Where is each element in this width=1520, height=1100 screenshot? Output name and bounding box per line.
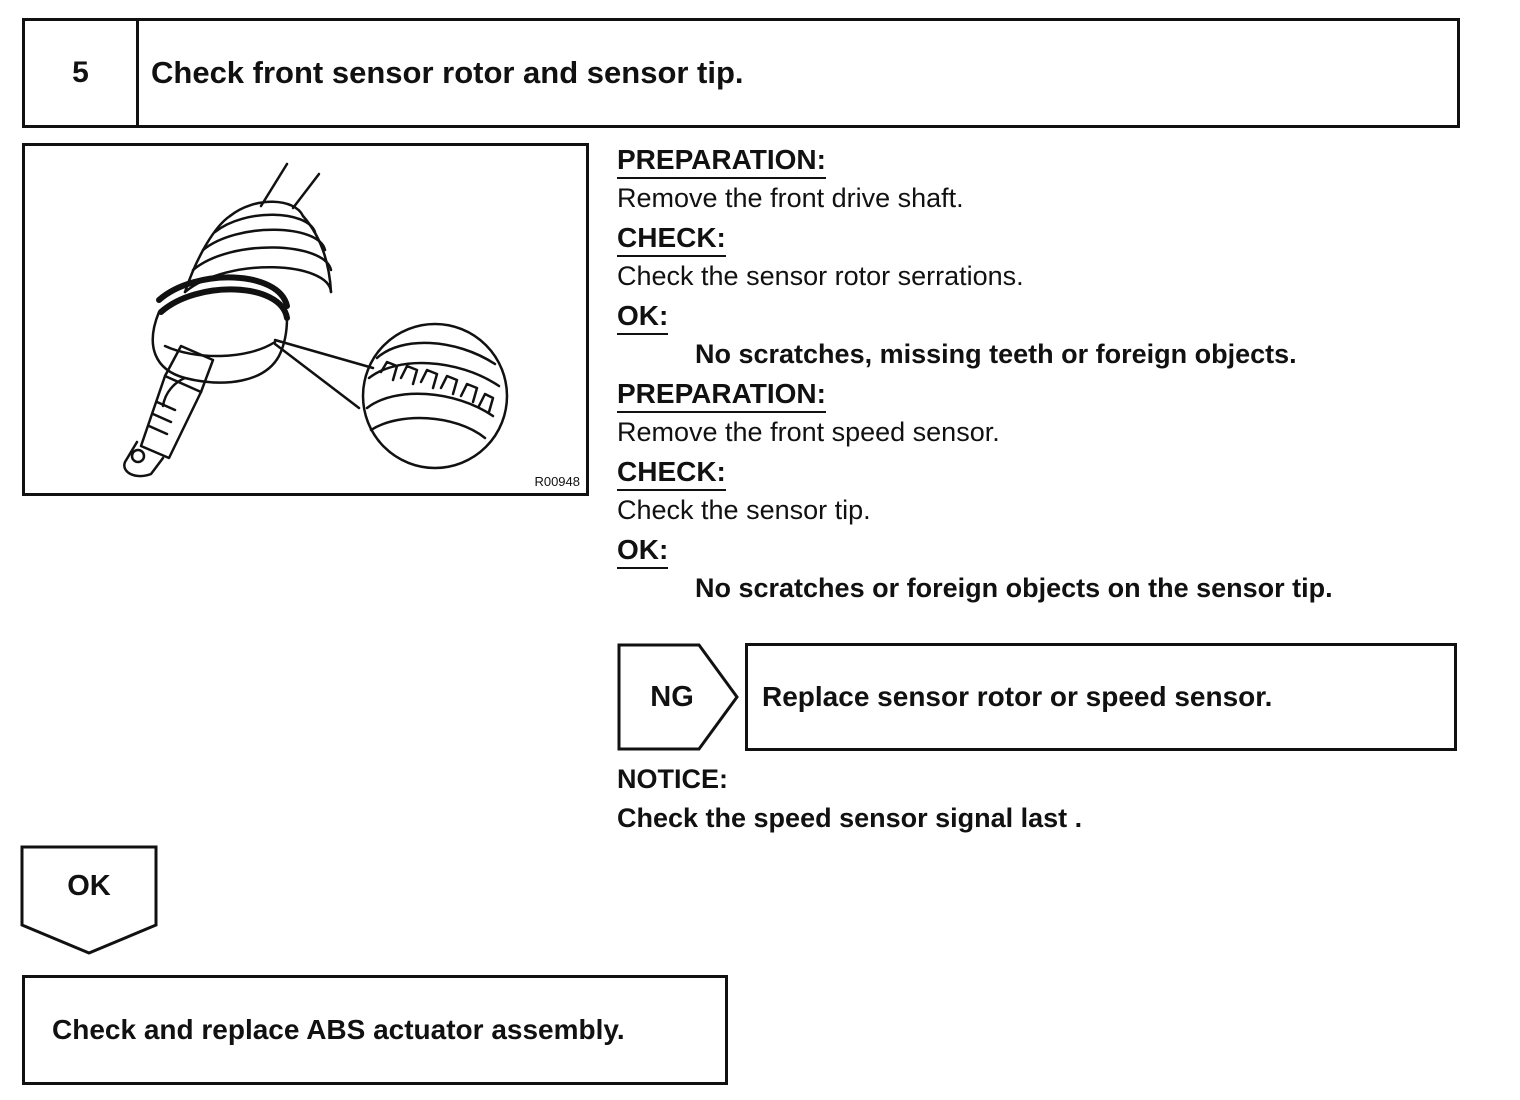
ok-heading: OK:	[617, 296, 1497, 335]
preparation-heading: PREPARATION:	[617, 374, 1497, 413]
notice-heading: NOTICE:	[617, 764, 728, 794]
ok-spec: No scratches or foreign objects on the sensor tip.	[695, 573, 1333, 603]
notice-text: Check the speed sensor signal last .	[617, 803, 1083, 833]
step-header	[22, 18, 1460, 128]
ng-action-text: Replace sensor rotor or speed sensor.	[762, 681, 1273, 712]
drive-shaft-sensor-rotor-illustration	[25, 146, 586, 493]
check-heading: CHECK:	[617, 218, 1497, 257]
step-title: Check front sensor rotor and sensor tip.	[151, 55, 744, 90]
preparation-text: Remove the front speed sensor.	[617, 417, 1000, 447]
ok-heading: OK:	[617, 530, 1497, 569]
step-number: 5	[25, 21, 139, 125]
ng-label: NG	[650, 680, 694, 713]
preparation-text: Remove the front drive shaft.	[617, 183, 964, 213]
check-text: Check the sensor rotor serrations.	[617, 261, 1024, 291]
ok-spec: No scratches, missing teeth or foreign objects.	[695, 339, 1297, 369]
check-heading: CHECK:	[617, 452, 1497, 491]
ng-action-box	[745, 643, 1457, 751]
ok-action-box	[22, 975, 728, 1085]
procedure-text	[617, 140, 1497, 608]
ok-action-text: Check and replace ABS actuator assembly.	[52, 1014, 625, 1045]
notice	[617, 760, 1082, 838]
ok-label: OK	[67, 869, 111, 902]
figure-panel	[22, 143, 589, 496]
figure-code: R00948	[534, 474, 580, 489]
check-text: Check the sensor tip.	[617, 495, 871, 525]
preparation-heading: PREPARATION:	[617, 140, 1497, 179]
ng-branch	[617, 643, 1460, 751]
